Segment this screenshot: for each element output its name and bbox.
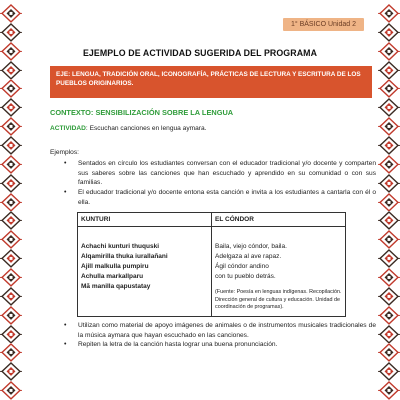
andean-motif-icon xyxy=(0,381,22,400)
andean-motif-icon xyxy=(0,268,22,287)
andean-motif-icon xyxy=(378,98,400,117)
andean-motif-icon xyxy=(378,4,400,23)
context-heading: CONTEXTO: SENSIBILIZACIÓN SOBRE LA LENGUA xyxy=(50,108,234,117)
andean-motif-icon xyxy=(378,174,400,193)
andean-motif-icon xyxy=(0,230,22,249)
andean-motif-icon xyxy=(378,343,400,362)
andean-motif-icon xyxy=(378,193,400,212)
andean-motif-icon xyxy=(0,343,22,362)
andean-motif-icon xyxy=(0,287,22,306)
lyric-line: Alqamirilla thuka iurallañani xyxy=(81,253,168,261)
list-item: • Repiten la letra de la canción hasta lograr una buena pronunciación. xyxy=(64,340,376,350)
decorative-border-right xyxy=(378,0,400,400)
andean-motif-icon xyxy=(378,325,400,344)
table-divider xyxy=(212,226,345,227)
andean-motif-icon xyxy=(0,155,22,174)
andean-motif-icon xyxy=(0,211,22,230)
lyric-line: Ágil cóndor andino xyxy=(215,263,269,271)
andean-motif-icon xyxy=(378,362,400,381)
examples-label: Ejemplos: xyxy=(50,149,79,156)
list-item: • Utilizan como material de apoyo imágenes de animales o de instrumentos musicales tradicionales de la música aymara que hayan escuchado en las canciones. xyxy=(64,321,376,340)
spanish-lyrics xyxy=(215,242,287,282)
lyric-line: Baila, viejo cóndor, baila. xyxy=(215,243,287,250)
source-citation: (Fuente: Poesía en lenguas indígenas. Recopilación. Dirección general de cultura y educación. Unidad de coordinación de programas). xyxy=(215,289,342,311)
andean-motif-icon xyxy=(0,174,22,193)
andean-motif-icon xyxy=(378,23,400,42)
andean-motif-icon xyxy=(0,249,22,268)
lyric-line: Achulla markallparu xyxy=(81,273,144,281)
lyric-line: Mã manilla qapustatay xyxy=(81,283,151,291)
spanish-header: EL CÓNDOR xyxy=(215,216,254,223)
andean-motif-icon xyxy=(0,117,22,136)
examples-list-bottom xyxy=(64,321,376,350)
examples-list-top xyxy=(64,159,376,207)
andean-motif-icon xyxy=(0,98,22,117)
lyric-line: Ajill malkulla pumpiru xyxy=(81,263,149,271)
andean-motif-icon xyxy=(0,79,22,98)
andean-motif-icon xyxy=(0,325,22,344)
table-divider xyxy=(78,226,211,227)
list-item: • El educador tradicional y/o docente entona esta canción e invita a los estudiantes a cantarla con él o ella. xyxy=(64,188,376,207)
page-title: EJEMPLO DE ACTIVIDAD SUGERIDA DEL PROGRAMA xyxy=(82,48,318,58)
andean-motif-icon xyxy=(0,136,22,155)
list-item: • Sentados en círculo los estudiantes conversan con el educador tradicional y/o docente y comparten sus saberes sobre las canciones que han escuchado y aprendido en su comunidad o con sus familias. xyxy=(64,159,376,188)
andean-motif-icon xyxy=(378,287,400,306)
activity-label: ACTIVIDAD xyxy=(50,125,86,132)
andean-motif-icon xyxy=(0,61,22,80)
andean-motif-icon xyxy=(0,306,22,325)
andean-motif-icon xyxy=(0,4,22,23)
activity-line xyxy=(50,125,207,132)
aymara-lyrics xyxy=(81,242,168,292)
activity-text: : Escuchan canciones en lengua aymara. xyxy=(85,125,207,132)
andean-motif-icon xyxy=(0,362,22,381)
aymara-column xyxy=(78,213,212,316)
andean-motif-icon xyxy=(378,381,400,400)
aymara-header: KUNTURI xyxy=(81,216,111,223)
decorative-border-left xyxy=(0,0,22,400)
andean-motif-icon xyxy=(378,211,400,230)
eje-banner: EJE: LENGUA, TRADICIÓN ORAL, ICONOGRAFÍA, PRÁCTICAS DE LECTURA Y ESCRITURA DE LOS PUEBLOS ORIGINARIOS. xyxy=(50,66,372,98)
andean-motif-icon xyxy=(378,155,400,174)
spanish-column xyxy=(212,213,345,316)
andean-motif-icon xyxy=(378,249,400,268)
lyric-line: Adelgaza al ave rapaz. xyxy=(215,253,282,261)
lyric-line: Achachi kunturi thuquski xyxy=(81,243,160,250)
andean-motif-icon xyxy=(378,136,400,155)
andean-motif-icon xyxy=(378,268,400,287)
andean-motif-icon xyxy=(378,61,400,80)
song-table xyxy=(77,212,346,317)
andean-motif-icon xyxy=(0,23,22,42)
andean-motif-icon xyxy=(378,117,400,136)
andean-motif-icon xyxy=(378,230,400,249)
unit-badge: 1° BÁSICO Unidad 2 xyxy=(283,18,364,31)
andean-motif-icon xyxy=(378,306,400,325)
andean-motif-icon xyxy=(378,79,400,98)
andean-motif-icon xyxy=(0,193,22,212)
lyric-line: con tu pueblo detrás. xyxy=(215,273,276,281)
